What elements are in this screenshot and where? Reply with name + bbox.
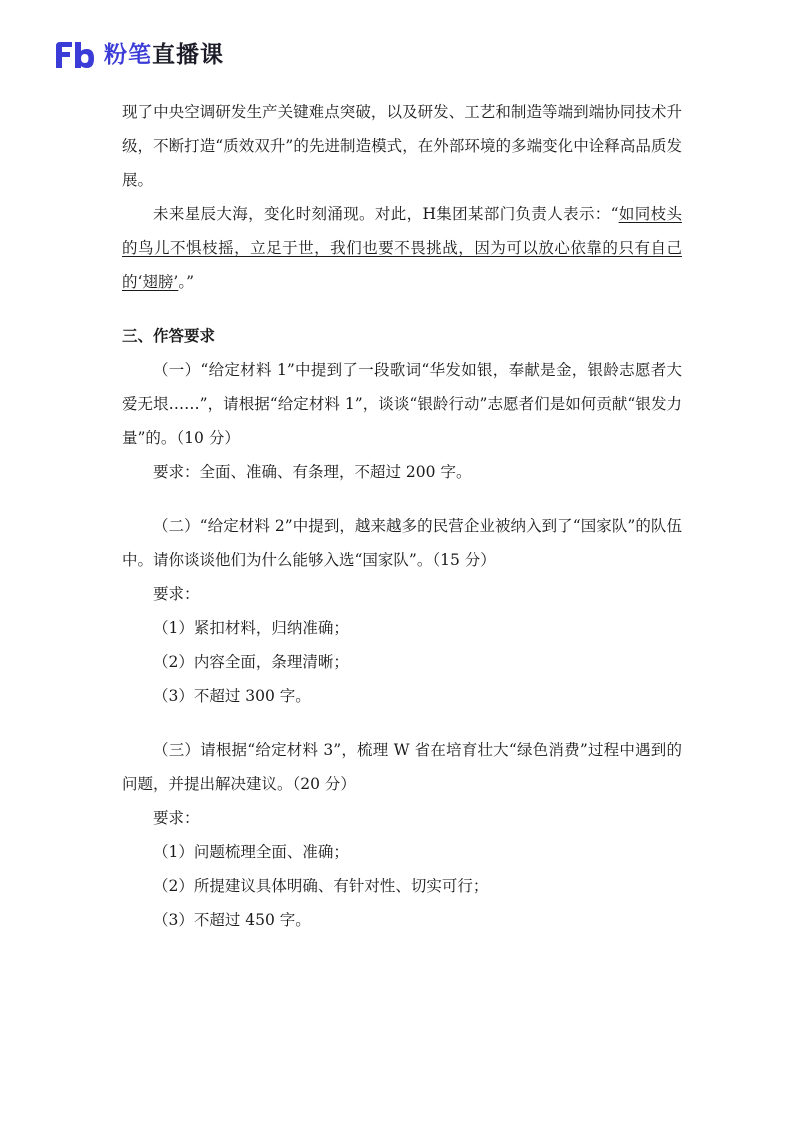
question-3-req-item-3: （3）不超过 450 字。 xyxy=(153,911,311,929)
question-3: （三）请根据“给定材料 3”，梳理 W 省在培育壮大“绿色消费”过程中遇到的问题，并提出解决建议。（20 分） xyxy=(122,741,682,793)
intro-paragraph-2 xyxy=(122,197,682,299)
fb-logo-icon xyxy=(54,40,96,70)
question-1: （一）“给定材料 1”中提到了一段歌词“华发如银，奉献是金，银龄志愿者大爱无垠……”，请根据“给定材料 1”，谈谈“银龄行动”志愿者们是如何贡献“银发力量”的。（10 分） xyxy=(122,361,682,447)
brand-name-part1: 粉笔 xyxy=(104,42,152,68)
question-3-req-item-2: （2）所提建议具体明确、有针对性、切实可行； xyxy=(153,877,489,895)
brand-name xyxy=(104,40,224,70)
section-title: 三、作答要求 xyxy=(122,327,216,345)
question-2-req-item-1: （1）紧扣材料，归纳准确； xyxy=(153,619,349,637)
intro-quote-tail: 。” xyxy=(178,273,195,291)
question-2-req-item-2: （2）内容全面，条理清晰； xyxy=(153,653,349,671)
intro-quote-lead: 未来星辰大海，变化时刻涌现。对此，H集团某部门负责人表示：“ xyxy=(153,205,619,223)
question-3-req-item-1: （1）问题梳理全面、准确； xyxy=(153,843,349,861)
question-2: （二）“给定材料 2”中提到，越来越多的民营企业被纳入到了“国家队”的队伍中。请你谈谈他们为什么能够入选“国家队”。（15 分） xyxy=(122,517,682,569)
underlined-quote: 如同枝头的鸟儿不惧枝摇，立足于世，我们也要不畏挑战，因为可以放心依靠的只有自己的‘翅膀’ xyxy=(122,205,682,291)
intro-paragraph-1: 现了中央空调研发生产关键难点突破，以及研发、工艺和制造等端到端协同技术升级，不断打造“质效双升”的先进制造模式，在外部环境的多端变化中诠释高品质发展。 xyxy=(122,103,682,189)
question-1-requirement: 要求：全面、准确、有条理，不超过 200 字。 xyxy=(153,463,472,481)
page-header xyxy=(54,38,224,72)
question-3-requirement-label: 要求： xyxy=(153,809,200,827)
document-body xyxy=(122,95,682,937)
question-2-requirement-label: 要求： xyxy=(153,585,200,603)
question-2-req-item-3: （3）不超过 300 字。 xyxy=(153,687,311,705)
brand-name-part2: 直播课 xyxy=(152,42,224,68)
